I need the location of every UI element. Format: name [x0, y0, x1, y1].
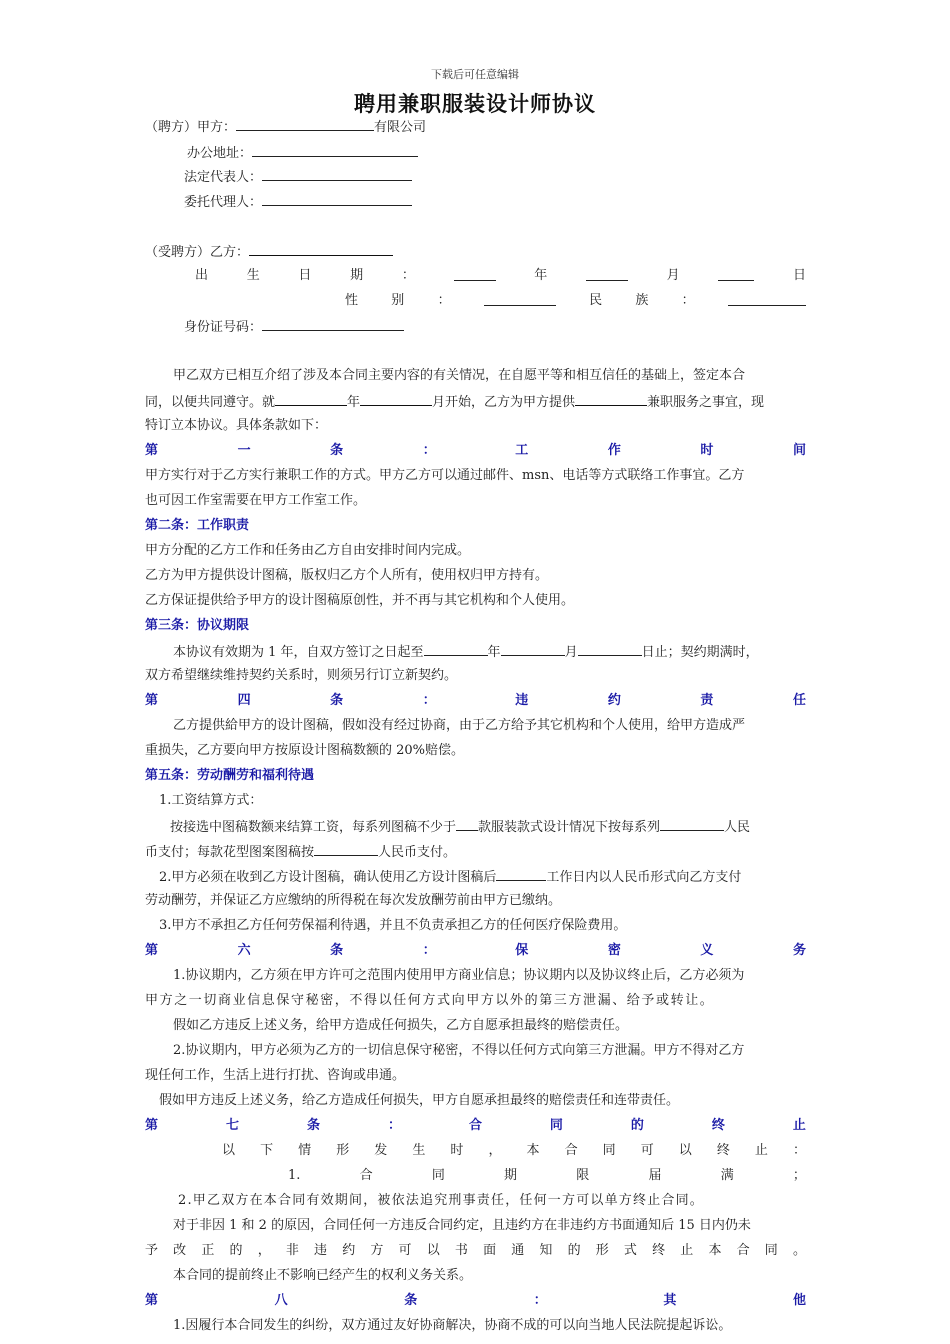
ethnicity-blank[interactable] — [728, 291, 806, 306]
party-b-label: （受聘方）乙方： — [145, 245, 250, 260]
heading-char: ： — [422, 443, 436, 458]
heading-char: 作 — [607, 443, 621, 458]
id-label: 身份证号码： — [184, 320, 263, 335]
text-char: 止 — [680, 1243, 694, 1258]
heading-char: 任 — [792, 693, 806, 708]
id-number-line — [184, 316, 845, 338]
agent-label: 委托代理人： — [184, 195, 263, 210]
article-1-line-1: 甲方实行对于乙方实行兼职工作的方式。甲方乙方可以通过邮件、msn、电话等方式联络工作事宜。乙方 — [145, 468, 745, 483]
party-a-address-line — [187, 142, 848, 164]
series-count-blank[interactable] — [456, 816, 478, 831]
payment-days-blank[interactable] — [496, 866, 546, 881]
address-label: 办公地址： — [187, 146, 253, 161]
text-char: 本 — [708, 1243, 722, 1258]
heading-char: 条 — [330, 693, 344, 708]
heading-char: ： — [387, 1118, 401, 1133]
text-char: 合 — [359, 1168, 373, 1183]
article-5-text: 人民 — [724, 820, 751, 835]
intro-line-1: 甲乙双方已相互介绍了涉及本合同主要内容的有关情况，在自愿平等和相互信任的基础上，签定本合 — [173, 368, 746, 383]
text-char: 的 — [567, 1243, 581, 1258]
text-char: 形 — [336, 1143, 350, 1158]
article-7-line-5 — [145, 1241, 806, 1261]
heading-char: 的 — [630, 1118, 644, 1133]
article-3-text: 日止；契约期满时， — [641, 645, 759, 660]
heading-char: 六 — [237, 943, 251, 958]
heading-char: 八 — [274, 1293, 288, 1308]
text-char: 予 — [145, 1243, 159, 1258]
article-5-text: 按接选中图稿数额来结算工资，每系列图稿不少于 — [170, 820, 457, 835]
article-3-text: 本协议有效期为 1 年，自双方签订之日起至 — [173, 645, 424, 660]
end-month-blank[interactable] — [501, 641, 565, 656]
article-5-item-1: 1.工资结算方式： — [159, 793, 263, 808]
birth-char: 生 — [246, 268, 260, 283]
agent-blank[interactable] — [262, 191, 412, 206]
birth-char: 日 — [298, 268, 312, 283]
article-3-heading: 第三条：协议期限 — [145, 618, 250, 633]
text-char: ； — [792, 1168, 806, 1183]
party-a-name-blank[interactable] — [236, 116, 374, 131]
birth-char: 日 — [792, 268, 806, 283]
article-6-item-1-note: 假如乙方违反上述义务，给甲方造成任何损失，乙方自愿承担最终的赔偿责任。 — [173, 1018, 629, 1033]
text-char: 下 — [260, 1143, 274, 1158]
article-7-line-3: 2.甲乙双方在本合同有效期间，被依法追究刑事责任，任何一方可以单方终止合同。 — [178, 1193, 705, 1208]
gender-char: 别 — [391, 293, 405, 308]
heading-char: 工 — [515, 443, 529, 458]
text-char: 期 — [504, 1168, 518, 1183]
article-8-heading — [145, 1291, 806, 1311]
article-1-line-2: 也可因工作室需要在甲方工作室工作。 — [145, 493, 367, 508]
heading-char: 义 — [700, 943, 714, 958]
party-a-rep-line — [184, 166, 845, 188]
birth-day-blank[interactable] — [718, 266, 754, 281]
text-char: 知 — [539, 1243, 553, 1258]
intro-text: 兼职服务之事宜，现 — [647, 395, 765, 410]
rep-label: 法定代表人： — [184, 170, 263, 185]
article-5-item-2 — [159, 866, 806, 888]
text-char: 同 — [431, 1168, 445, 1183]
address-blank[interactable] — [252, 142, 418, 157]
text-char: ， — [257, 1243, 271, 1258]
text-char: 书 — [454, 1243, 468, 1258]
text-char: 合 — [736, 1243, 750, 1258]
heading-char: ： — [533, 1293, 547, 1308]
ethnicity-char: ： — [681, 293, 695, 308]
party-b-name-blank[interactable] — [249, 241, 393, 256]
article-7-line-4: 对于非因 1 和 2 的原因，合同任何一方违反合同约定，且违约方在非违约方书面通知后 15 日内仍未 — [173, 1218, 751, 1233]
heading-char: 条 — [330, 443, 344, 458]
article-6-item-2: 2.协议期内，甲方必须为乙方的一切信息保守秘密，不得以任何方式向第三方泄漏。甲方不得对乙方 — [173, 1043, 745, 1058]
article-2-line-1: 甲方分配的乙方工作和任务由乙方自由安排时间内完成。 — [145, 543, 471, 558]
text-char: 违 — [314, 1243, 328, 1258]
article-3-line-2: 双方希望继续维持契约关系时，则须另行订立新契约。 — [145, 668, 458, 683]
heading-char: 条 — [404, 1293, 418, 1308]
article-5-text: 款服装款式设计情况下按每系列 — [478, 820, 661, 835]
text-char: 正 — [201, 1243, 215, 1258]
article-5-text: 币支付；每款花型图案图稿按 — [145, 845, 315, 860]
heading-char: 同 — [549, 1118, 563, 1133]
text-char: 。 — [792, 1243, 806, 1258]
id-blank[interactable] — [262, 316, 404, 331]
text-char: 终 — [716, 1143, 730, 1158]
party-a-agent-line — [184, 191, 845, 213]
article-4-heading — [145, 691, 806, 711]
birth-char: 出 — [195, 268, 209, 283]
text-char: 届 — [648, 1168, 662, 1183]
article-2-line-2: 乙方为甲方提供设计图稿，版权归乙方个人所有，使用权归甲方持有。 — [145, 568, 549, 583]
birth-char: 月 — [666, 268, 680, 283]
text-char: 生 — [412, 1143, 426, 1158]
article-5-item-3: 3.甲方不承担乙方任何劳保福利待遇，并且不负责承担乙方的任何医疗保险费用。 — [159, 918, 627, 933]
text-char: 方 — [370, 1243, 384, 1258]
birth-char: ： — [401, 268, 415, 283]
start-month-blank[interactable] — [360, 391, 432, 406]
article-5-text: 工作日内以人民币形式向乙方支付 — [546, 870, 742, 885]
article-7-heading — [145, 1116, 806, 1136]
text-char: 发 — [374, 1143, 388, 1158]
text-char: 情 — [298, 1143, 312, 1158]
birth-date-line — [195, 266, 806, 286]
text-char: 1. — [288, 1168, 301, 1183]
heading-char: 约 — [607, 693, 621, 708]
text-char: 可 — [640, 1143, 654, 1158]
article-6-item-1-cont: 甲方之一切商业信息保守秘密，不得以任何方式向甲方以外的第三方泄漏、给予或转让。 — [145, 993, 715, 1008]
text-char: 面 — [483, 1243, 497, 1258]
article-5-text: 2.甲方必须在收到乙方设计图稿，确认使用乙方设计图稿后 — [159, 870, 497, 885]
heading-char: 第 — [145, 943, 159, 958]
text-char: 通 — [511, 1243, 525, 1258]
article-2-heading: 第二条：工作职责 — [145, 518, 250, 533]
text-char: 约 — [342, 1243, 356, 1258]
text-char: 同 — [764, 1243, 778, 1258]
heading-char: 七 — [225, 1118, 239, 1133]
intro-line-2 — [145, 391, 806, 413]
service-blank[interactable] — [575, 391, 647, 406]
ethnicity-char: 族 — [635, 293, 649, 308]
party-a-label: （聘方）甲方： — [145, 120, 237, 135]
article-5-line-3 — [145, 841, 806, 863]
text-char: 时 — [450, 1143, 464, 1158]
document-title: 聘用兼职服装设计师协议 — [354, 92, 596, 116]
heading-char: 他 — [792, 1293, 806, 1308]
edit-note: 下载后可任意编辑 — [431, 68, 519, 81]
article-6-heading — [145, 941, 806, 961]
text-char: 形 — [595, 1243, 609, 1258]
text-char: 本 — [526, 1143, 540, 1158]
article-3-text: 年 — [487, 645, 501, 660]
intro-text: 同，以便共同遵守。就 — [145, 395, 276, 410]
heading-char: 时 — [700, 443, 714, 458]
article-4-line-2: 重损失，乙方要向甲方按原设计图稿数额的 20%赔偿。 — [145, 743, 465, 758]
intro-text: 月开始，乙方为甲方提供 — [432, 395, 576, 410]
birth-month-blank[interactable] — [586, 266, 628, 281]
text-char: 非 — [285, 1243, 299, 1258]
article-6-item-2-cont: 现任何工作，生活上进行打扰、咨询或串通。 — [145, 1068, 406, 1083]
intro-line-3: 特订立本协议。具体条款如下： — [145, 418, 328, 433]
heading-char: 止 — [792, 1118, 806, 1133]
heading-char: ： — [422, 693, 436, 708]
party-a-line — [145, 116, 806, 138]
pattern-price-blank[interactable] — [314, 841, 378, 856]
article-1-heading — [145, 441, 806, 461]
text-char: 以 — [426, 1243, 440, 1258]
text-char: 满 — [720, 1168, 734, 1183]
text-char: 止 — [754, 1143, 768, 1158]
heading-char: 第 — [145, 1118, 159, 1133]
heading-char: 第 — [145, 1293, 159, 1308]
heading-char: 合 — [468, 1118, 482, 1133]
text-char: 终 — [652, 1243, 666, 1258]
heading-char: 第 — [145, 443, 159, 458]
birth-char: 年 — [534, 268, 548, 283]
gender-char: ： — [437, 293, 451, 308]
article-5-text: 人民币支付。 — [378, 845, 457, 860]
heading-char: 条 — [306, 1118, 320, 1133]
text-char: 合 — [564, 1143, 578, 1158]
gender-blank[interactable] — [484, 291, 556, 306]
text-char: 式 — [623, 1243, 637, 1258]
text-char: 可 — [398, 1243, 412, 1258]
article-4-line-1: 乙方提供給甲方的设计图稿，假如没有经过协商，由于乙方给予其它机构和个人使用，给甲方造成严 — [173, 718, 746, 733]
text-char: 同 — [602, 1143, 616, 1158]
heading-char: 第 — [145, 693, 159, 708]
article-6-item-1: 1.协议期内，乙方须在甲方许可之范围内使用甲方商业信息；协议期内以及协议终止后，乙方必须为 — [173, 968, 745, 983]
heading-char: 密 — [607, 943, 621, 958]
rep-blank[interactable] — [262, 166, 412, 181]
heading-char: 终 — [711, 1118, 725, 1133]
article-3-text: 月 — [564, 645, 578, 660]
article-8-line-1: 1.因履行本合同发生的纠纷，双方通过友好协商解决，协商不成的可以向当地人民法院提起诉讼。 — [173, 1318, 732, 1333]
party-a-suffix: 有限公司 — [374, 120, 427, 135]
article-7-line-1 — [222, 1141, 806, 1161]
heading-char: 务 — [792, 943, 806, 958]
birth-year-blank[interactable] — [454, 266, 496, 281]
text-char: 改 — [173, 1243, 187, 1258]
text-char: ： — [792, 1143, 806, 1158]
heading-char: 一 — [237, 443, 251, 458]
heading-char: 违 — [515, 693, 529, 708]
end-year-blank[interactable] — [424, 641, 488, 656]
start-year-blank[interactable] — [275, 391, 347, 406]
article-2-line-3: 乙方保证提供给予甲方的设计图稿原创性，并不再与其它机构和个人使用。 — [145, 593, 575, 608]
ethnicity-char: 民 — [589, 293, 603, 308]
intro-text: 年 — [347, 395, 361, 410]
text-char: ， — [488, 1143, 502, 1158]
article-7-line-6: 本合同的提前终止不影响已经产生的权利义务关系。 — [173, 1268, 473, 1283]
article-7-line-2 — [288, 1166, 806, 1186]
article-5-line-2 — [170, 816, 806, 838]
birth-char: 期 — [350, 268, 364, 283]
article-5-item-2-cont: 劳动酬劳，并保证乙方应缴纳的所得税在每次发放酬劳前由甲方已缴纳。 — [145, 893, 562, 908]
heading-char: 其 — [663, 1293, 677, 1308]
series-price-blank[interactable] — [660, 816, 724, 831]
heading-char: 四 — [237, 693, 251, 708]
party-b-line — [145, 241, 806, 263]
text-char: 的 — [229, 1243, 243, 1258]
gender-char: 性 — [345, 293, 359, 308]
heading-char: 责 — [700, 693, 714, 708]
gender-ethnicity-line — [345, 291, 806, 311]
end-day-blank[interactable] — [578, 641, 642, 656]
article-6-item-2-note: 假如甲方违反上述义务，给乙方造成任何损失，甲方自愿承担最终的赔偿责任和连带责任。 — [159, 1093, 680, 1108]
text-char: 限 — [576, 1168, 590, 1183]
text-char: 以 — [678, 1143, 692, 1158]
heading-char: 间 — [792, 443, 806, 458]
heading-char: 保 — [515, 943, 529, 958]
text-char: 以 — [222, 1143, 236, 1158]
article-3-line-1 — [173, 641, 806, 663]
article-5-heading: 第五条：劳动酬劳和福利待遇 — [145, 768, 315, 783]
heading-char: 条 — [330, 943, 344, 958]
heading-char: ： — [422, 943, 436, 958]
